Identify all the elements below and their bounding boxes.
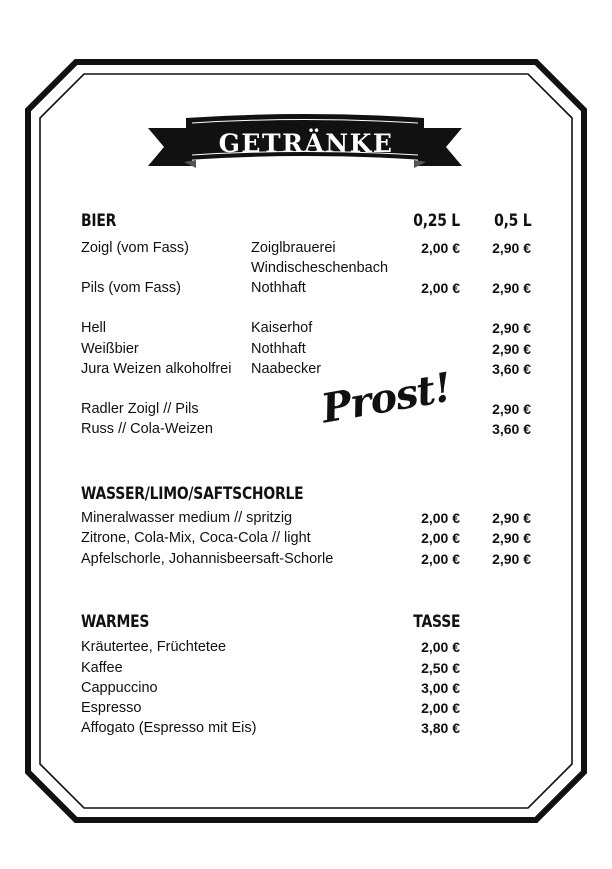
- price-large: 2,90 €: [492, 280, 531, 296]
- price-large: 3,60 €: [492, 421, 531, 437]
- item-name: Mineralwasser medium // spritzig: [81, 510, 293, 526]
- item-origin: Zoiglbrauerei: [251, 240, 336, 256]
- item-origin: Windischeschenbach: [251, 260, 389, 276]
- price-large: 2,90 €: [492, 551, 531, 567]
- item-name: Pils (vom Fass): [81, 280, 181, 296]
- price-small: 2,00 €: [421, 551, 460, 567]
- price-small: 2,00 €: [421, 240, 460, 256]
- item-name: Apfelschorle, Johannisbeersaft-Schorle: [81, 551, 334, 567]
- item-name: Zoigl (vom Fass): [81, 240, 189, 256]
- price-large: 3,60 €: [492, 361, 531, 377]
- item-name: Affogato (Espresso mit Eis): [81, 720, 257, 736]
- item-origin: Nothhaft: [251, 280, 306, 296]
- item-name: Jura Weizen alkoholfrei: [81, 361, 232, 377]
- column-header-small: 0,25 L: [413, 211, 460, 231]
- prost-lettering: Prost!: [317, 363, 455, 433]
- item-name: Kaffee: [81, 660, 123, 676]
- section-heading-warmes: WARMES: [81, 612, 150, 632]
- item-name: Zitrone, Cola-Mix, Coca-Cola // light: [81, 530, 311, 546]
- item-name: Weißbier: [81, 341, 139, 357]
- item-name: Kräutertee, Früchtetee: [81, 639, 227, 655]
- price-cup: 2,00 €: [421, 700, 460, 716]
- item-origin: Nothhaft: [251, 341, 306, 357]
- item-name: Russ // Cola-Weizen: [81, 421, 213, 437]
- section-heading-wasser: WASSER/LIMO/SAFTSCHORLE: [81, 484, 304, 504]
- item-origin: Naabecker: [251, 361, 322, 377]
- price-large: 2,90 €: [492, 341, 531, 357]
- item-name: Cappuccino: [81, 680, 158, 696]
- price-large: 2,90 €: [492, 530, 531, 546]
- price-large: 2,90 €: [492, 240, 531, 256]
- column-header-tasse: TASSE: [413, 612, 460, 632]
- item-origin: Kaiserhof: [251, 320, 313, 336]
- price-cup: 2,50 €: [421, 660, 460, 676]
- price-large: 2,90 €: [492, 320, 531, 336]
- price-large: 2,90 €: [492, 510, 531, 526]
- item-name: Espresso: [81, 700, 142, 716]
- item-name: Radler Zoigl // Pils: [81, 401, 199, 417]
- price-large: 2,90 €: [492, 401, 531, 417]
- section-heading-bier: BIER: [81, 211, 117, 231]
- price-cup: 2,00 €: [421, 639, 460, 655]
- price-cup: 3,80 €: [421, 720, 460, 736]
- page-title: GETRÄNKE: [218, 129, 394, 158]
- price-small: 2,00 €: [421, 280, 460, 296]
- price-small: 2,00 €: [421, 530, 460, 546]
- item-name: Hell: [81, 320, 106, 336]
- column-header-large: 0,5 L: [493, 211, 531, 231]
- price-small: 2,00 €: [421, 510, 460, 526]
- price-cup: 3,00 €: [421, 680, 460, 696]
